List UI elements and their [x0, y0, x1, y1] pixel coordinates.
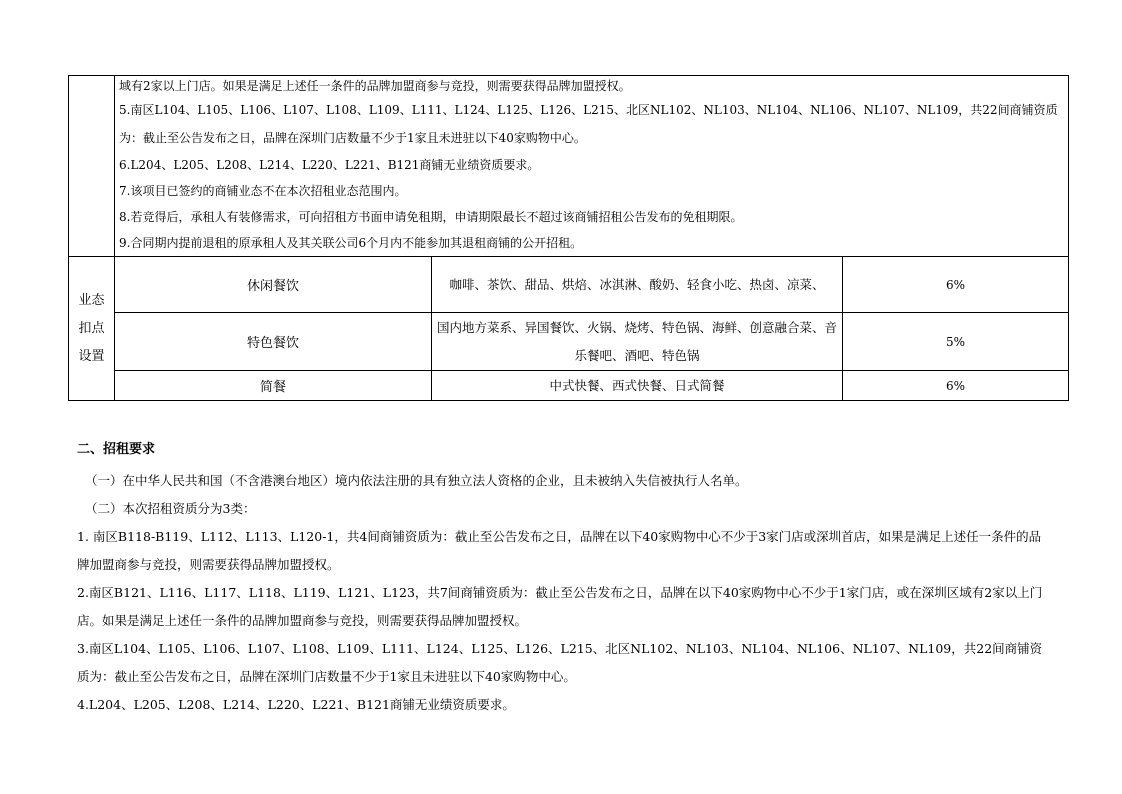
- category-cell: 休闲餐饮: [115, 257, 432, 313]
- items-cell: 咖啡、茶饮、甜品、烘焙、冰淇淋、酸奶、轻食小吃、热卤、凉菜、: [432, 257, 843, 313]
- paragraph: 2.南区B121、L116、L117、L118、L119、L121、L123，共7间商铺资质为：截止至公告发布之日，品牌在以下40家购物中心不少于1家门店，或在深圳区域有2家以上门店。如果是满足上述任一条件的品牌加盟商参与竞投，则需要获得品牌加盟授权。: [77, 585, 1043, 628]
- note-line: 8.若竞得后，承租人有装修需求，可向招租方书面申请免租期，申请期限最长不超过该商铺招租公告发布的免租期限。: [119, 210, 743, 224]
- note-line: 7.该项目已签约的商铺业态不在本次招租业态范围内。: [119, 184, 407, 198]
- note-line: 9.合同期内提前退租的原承租人及其关联公司6个月内不能参加其退租商铺的公开招租。: [119, 236, 583, 250]
- category-cell: 特色餐饮: [115, 313, 432, 371]
- table-row: [69, 313, 1069, 371]
- table-row: [69, 257, 1069, 313]
- paragraph: 3.南区L104、L105、L106、L107、L108、L109、L111、L124、L125、L126、L215、北区NL102、NL103、NL104、NL106、NL107、NL109，共22间商铺资质为：截止至公告发布之日，品牌在深圳门店数量不少于1家且未进驻以下40家购物中心。: [77, 641, 1043, 684]
- paragraph: 1. 南区B118-B119、L112、L113、L120-1，共4间商铺资质为：截止至公告发布之日，品牌在以下40家购物中心不少于3家门店或深圳首店，如果是满足上述任一条件的品牌加盟商参与竞投，则需要获得品牌加盟授权。: [77, 529, 1042, 572]
- table-row: [69, 371, 1069, 401]
- side-label-line: 设置: [78, 348, 105, 364]
- blank-side-cell: [69, 76, 115, 257]
- rate-cell: 6%: [843, 257, 1069, 313]
- note-line: 5.南区L104、L105、L106、L107、L108、L109、L111、L124、L125、L126、L215、北区NL102、NL103、NL104、NL106、NL107、NL109，共22间商铺资质为：截止至公告发布之日，品牌在深圳门店数量不少于1家且未进驻以下40家购物中心。: [119, 103, 1058, 145]
- tenancy-table: [68, 75, 1069, 401]
- notes-row: [69, 76, 1069, 257]
- notes-cell: [115, 76, 1069, 257]
- paragraph: （一）在中华人民共和国（不含港澳台地区）境内依法注册的具有独立法人资格的企业，且未被纳入失信被执行人名单。: [85, 473, 748, 488]
- rate-cell: 6%: [843, 371, 1069, 401]
- rate-cell: 5%: [843, 313, 1069, 371]
- items-cell: 国内地方菜系、异国餐饮、火锅、烧烤、特色锅、海鲜、创意融合菜、音乐餐吧、酒吧、特色锅: [432, 313, 843, 371]
- requirements-section: [77, 440, 1052, 719]
- note-line: 域有2家以上门店。如果是满足上述任一条件的品牌加盟商参与竞投，则需要获得品牌加盟授权。: [119, 79, 631, 93]
- paragraph: （二）本次招租资质分为3类：: [85, 501, 256, 516]
- paragraph: 4.L204、L205、L208、L214、L220、L221、B121商铺无业绩资质要求。: [77, 697, 515, 712]
- side-label-line: 扣点: [78, 320, 105, 336]
- side-label-line: 业态: [78, 292, 105, 308]
- section-title: 二、招租要求: [77, 442, 156, 457]
- note-line: 6.L204、L205、L208、L214、L220、L221、B121商铺无业绩资质要求。: [119, 158, 540, 172]
- category-cell: 简餐: [115, 371, 432, 401]
- side-label-cell: [69, 257, 115, 401]
- items-cell: 中式快餐、西式快餐、日式简餐: [432, 371, 843, 401]
